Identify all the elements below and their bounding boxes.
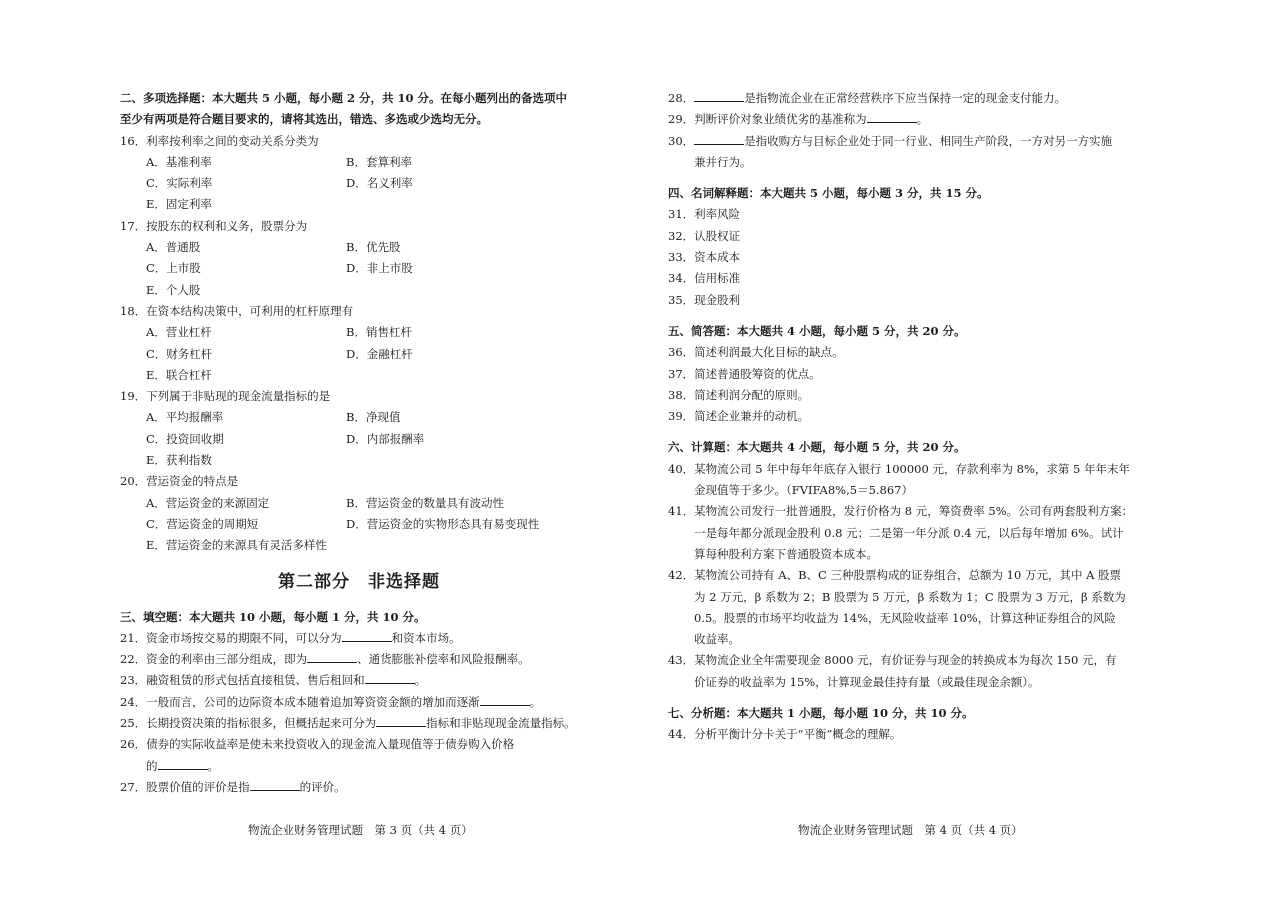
question-stem: 17．按股东的权利和义务，股票分为: [120, 218, 308, 233]
question-17: [120, 216, 598, 301]
section-5-title: 五、简答题：本大题共 4 小题，每小题 5 分，共 20 分。: [668, 323, 966, 338]
question-text: 、通货膨胀补偿率和风险报酬率。: [357, 652, 530, 667]
question-27: [120, 777, 598, 798]
question-text: 算每种股利方案下普通股资本成本。: [694, 546, 878, 561]
question-text: 的: [146, 758, 158, 773]
option-b: B．套算利率: [346, 154, 412, 169]
option-b: B．营运资金的数量具有波动性: [346, 495, 504, 510]
question-text: 。: [529, 694, 542, 709]
question-text: 21．资金市场按交易的期限不同，可以分为: [120, 630, 342, 645]
answer-blank[interactable]: [342, 629, 392, 642]
answer-blank[interactable]: [694, 89, 744, 102]
question-text: 收益率。: [694, 632, 740, 647]
option-c: C．实际利率: [146, 176, 213, 191]
question-text: 41．某物流公司发行一批普通股，发行价格为 8 元，筹资费率 5%。公司有两套股利方案：: [668, 504, 1134, 519]
question-stem: 18．在资本结构决策中，可利用的杠杆原理有: [120, 303, 354, 318]
section-6-title: 六、计算题：本大题共 4 小题，每小题 5 分，共 20 分。: [668, 440, 966, 455]
question-stem: 20．营运资金的特点是: [120, 474, 239, 489]
question-18: [120, 301, 598, 386]
question-text: 0.5。股票的市场平均收益为 14%，无风险收益率 10%，计算这种证券组合的风险: [694, 610, 1116, 625]
answer-blank[interactable]: [694, 132, 744, 145]
option-a: A．营业杠杆: [146, 325, 212, 340]
question-29: [668, 109, 1146, 130]
answer-blank[interactable]: [250, 778, 300, 791]
question-stem: 16．利率按利率之间的变动关系分类为: [120, 133, 319, 148]
question-text: 指标和非贴现现金流量指标。: [426, 716, 576, 731]
option-a: A．普通股: [146, 240, 201, 255]
question-32: 32．认股权证: [668, 228, 741, 243]
question-stem: 19．下列属于非贴现的现金流量指标的是: [120, 389, 331, 404]
question-text: 22．资金的利率由三部分组成，即为: [120, 652, 308, 667]
question-text: 26．债券的实际收益率是使未来投资收入的现金流入量现值等于债券购入价格: [120, 737, 515, 752]
option-b: B．销售杠杆: [346, 325, 412, 340]
question-35: 35．现金股利: [668, 292, 741, 307]
question-21: [120, 628, 598, 649]
question-36: 36．简述利润最大化目标的缺点。: [668, 345, 844, 360]
question-text: 和资本市场。: [391, 630, 461, 645]
question-text: 30．: [668, 133, 695, 148]
question-text: 23．融资租赁的形式包括直接租赁、售后租回和: [120, 673, 365, 688]
question-text: 24．一般而言，公司的边际资本成本随着追加筹资资金额的增加而逐渐: [120, 694, 480, 709]
answer-blank[interactable]: [480, 693, 530, 706]
option-e: E．营运资金的来源具有灵活多样性: [146, 538, 327, 553]
question-20: [120, 471, 598, 556]
question-text: 25．长期投资决策的指标很多，但概括起来可分为: [120, 716, 377, 731]
question-38: 38．简述利润分配的原则。: [668, 387, 810, 402]
question-30: [668, 131, 1146, 174]
page-3-footer: 物流企业财务管理试题 第 3 页（共 4 页）: [248, 823, 473, 837]
section-7-title: 七、分析题：本大题共 1 小题，每小题 10 分，共 10 分。: [668, 706, 974, 721]
question-39: 39．简述企业兼并的动机。: [668, 409, 810, 424]
option-a: A．基准利率: [146, 154, 212, 169]
question-16: [120, 131, 598, 216]
question-37: 37．简述普通股筹资的优点。: [668, 366, 821, 381]
option-c: C．投资回收期: [146, 431, 224, 446]
option-e: E．个人股: [146, 282, 201, 297]
question-33: 33．资本成本: [668, 250, 741, 265]
question-42: [668, 565, 1146, 650]
question-34: 34．信用标准: [668, 271, 741, 286]
question-19: [120, 386, 598, 471]
question-text: 是指收购方与目标企业处于同一行业、相同生产阶段，一方对另一方实施: [744, 133, 1113, 148]
option-a: A．平均报酬率: [146, 410, 224, 425]
question-text: 。: [916, 112, 929, 127]
option-c: C．财务杠杆: [146, 346, 213, 361]
answer-blank[interactable]: [158, 757, 208, 770]
question-text: 金现值等于多少。（FVIFA8%,5＝5.867）: [694, 483, 913, 498]
question-text: 27．股票价值的评价是指: [120, 779, 250, 794]
option-c: C．上市股: [146, 261, 201, 276]
page-4-footer: 物流企业财务管理试题 第 4 页（共 4 页）: [798, 823, 1023, 837]
answer-blank[interactable]: [867, 110, 917, 123]
question-text: 。: [207, 758, 219, 773]
question-24: [120, 692, 598, 713]
page-4-column: [668, 88, 1146, 746]
question-26: [120, 734, 598, 777]
answer-blank[interactable]: [376, 714, 426, 727]
option-d: D．营运资金的实物形态具有易变现性: [346, 516, 540, 531]
question-text: 。: [414, 673, 427, 688]
option-e: E．联合杠杆: [146, 367, 212, 382]
option-d: D．内部报酬率: [346, 431, 425, 446]
question-28: [668, 88, 1146, 109]
option-d: D．金融杠杆: [346, 346, 413, 361]
page-3-column: [120, 88, 598, 798]
question-31: 31．利率风险: [668, 207, 741, 222]
question-22: [120, 649, 598, 670]
question-44: 44．分析平衡计分卡关于“平衡”概念的理解。: [668, 727, 902, 742]
section-4-title: 四、名词解释题：本大题共 5 小题，每小题 3 分，共 15 分。: [668, 186, 989, 201]
option-e: E．固定利率: [146, 197, 212, 212]
question-text: 的评价。: [299, 779, 346, 794]
section-2-title-line2: 至少有两项是符合题目要求的，请将其选出，错选、多选或少选均无分。: [120, 112, 488, 127]
question-text: 价证券的收益率为 15%，计算现金最佳持有量（或最佳现金余额）。: [694, 674, 1040, 689]
option-a: A．营运资金的来源固定: [146, 495, 270, 510]
option-d: D．非上市股: [346, 261, 413, 276]
question-text: 42．某物流公司持有 A、B、C 三种股票构成的证券组合，总额为 10 万元，其中 A 股票: [668, 568, 1122, 583]
question-23: [120, 670, 598, 691]
question-text: 29．判断评价对象业绩优劣的基准称为: [668, 112, 867, 127]
question-41: [668, 501, 1146, 565]
part-2-title: 第二部分 非选择题: [278, 571, 440, 592]
option-b: B．优先股: [346, 240, 401, 255]
question-text: 为 2 万元，β 系数为 2；B 股票为 5 万元，β 系数为 1；C 股票为 3 万元，β 系数为: [694, 589, 1126, 604]
question-text: 43．某物流企业全年需要现金 8000 元，有价证券与现金的转换成本为每次 150 元，有: [668, 653, 1117, 668]
question-40: [668, 459, 1146, 502]
option-c: C．营运资金的周期短: [146, 516, 259, 531]
question-text: 一是每年都分派现金股利 0.8 元；二是第一年分派 0.4 元，以后每年增加 6%。试计: [694, 525, 1124, 540]
option-e: E．获利指数: [146, 453, 212, 468]
option-b: B．净现值: [346, 410, 401, 425]
question-25: [120, 713, 598, 734]
section-2-title-line1: 二、多项选择题：本大题共 5 小题，每小题 2 分，共 10 分。在每小题列出的备选项中: [120, 91, 568, 105]
answer-blank[interactable]: [365, 671, 415, 684]
option-d: D．名义利率: [346, 176, 413, 191]
answer-blank[interactable]: [307, 650, 357, 663]
question-text: 40．某物流公司 5 年中每年年底存入银行 100000 元，存款利率为 8%，求第 5 年年末年: [668, 461, 1130, 476]
question-text: 是指物流企业在正常经营秩序下应当保持一定的现金支付能力。: [744, 91, 1067, 105]
section-3-title: 三、填空题：本大题共 10 小题，每小题 1 分，共 10 分。: [120, 609, 426, 624]
question-text: 28．: [668, 91, 695, 105]
question-43: [668, 650, 1146, 693]
question-text: 兼并行为。: [694, 154, 752, 169]
